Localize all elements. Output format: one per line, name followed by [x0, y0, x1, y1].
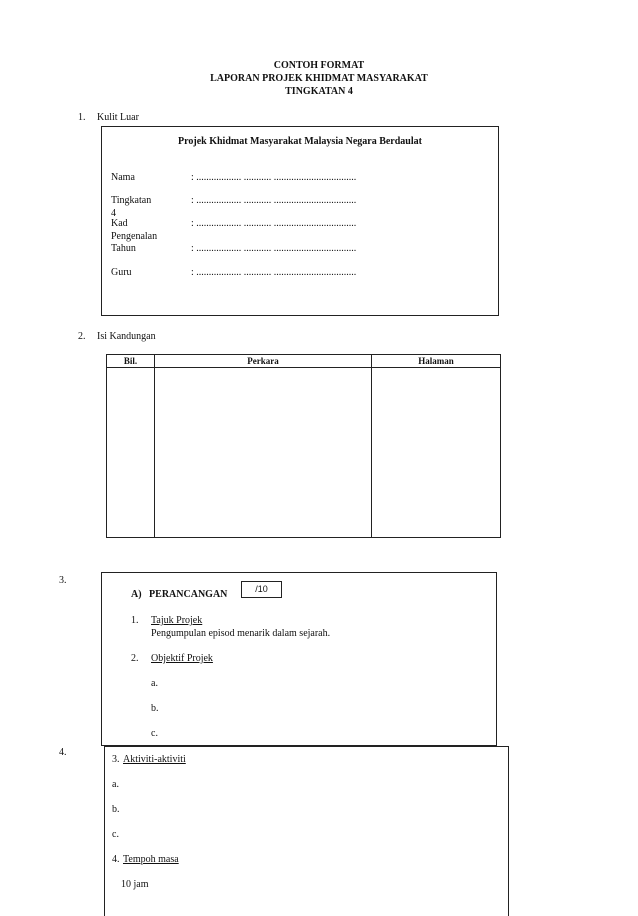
field-dots: : .................. ........... .................................	[191, 243, 357, 254]
col-header-bil: Bil.	[107, 355, 155, 368]
section-4-number: 4.	[59, 747, 67, 758]
item-1-text: Pengumpulan episod menarik dalam sejarah.	[151, 628, 331, 639]
document-header	[0, 59, 638, 98]
section-2-number: 2.	[78, 331, 86, 342]
item-1-number: 1.	[131, 615, 139, 626]
activity-bullet-a: a.	[112, 779, 119, 790]
duration-value: 10 jam	[121, 879, 149, 890]
item-4-title: Tempoh masa	[123, 854, 179, 865]
field-dots: : .................. ........... .................................	[191, 172, 357, 183]
header-line-2: LAPORAN PROJEK KHIDMAT MASYARAKAT	[210, 73, 428, 84]
objective-bullet-b: b.	[151, 703, 159, 714]
activity-bullet-c: c.	[112, 829, 119, 840]
header-line-1: CONTOH FORMAT	[273, 60, 365, 71]
toc-cell-bil	[107, 368, 155, 538]
header-line-3: TINGKATAN 4	[285, 86, 353, 97]
section-1-number: 1.	[78, 112, 86, 123]
toc-cell-perkara	[155, 368, 372, 538]
field-label: Tingkatan 4	[111, 195, 152, 219]
planning-box	[101, 572, 497, 746]
field-dots: : .................. ........... .................................	[191, 267, 357, 278]
field-dots: : .................. ........... .................................	[191, 195, 357, 206]
planning-heading: A) PERANCANGAN	[131, 589, 228, 600]
item-2-number: 2.	[131, 653, 139, 664]
cover-title: Projek Khidmat Masyarakat Malaysia Negara Berdaulat	[178, 136, 422, 147]
item-3-number: 3.	[112, 754, 120, 765]
item-2-title: Objektif Projek	[151, 653, 213, 664]
table-of-contents	[106, 354, 501, 538]
field-dots: : .................. ........... .................................	[191, 218, 357, 229]
objective-bullet-a: a.	[151, 678, 158, 689]
cover-page-box	[101, 126, 499, 316]
item-1-title: Tajuk Projek	[151, 615, 203, 626]
objective-bullet-c: c.	[151, 728, 158, 739]
section-3-number: 3.	[59, 575, 67, 586]
item-4-number: 4.	[112, 854, 120, 865]
section-1-title: Kulit Luar	[97, 112, 139, 123]
score-box: /10	[241, 581, 282, 598]
section-2-title: Isi Kandungan	[97, 331, 156, 342]
field-label: Tahun	[111, 243, 136, 254]
field-label: Kad Pengenalan	[111, 218, 158, 242]
toc-cell-halaman	[372, 368, 501, 538]
col-header-halaman: Halaman	[372, 355, 501, 368]
col-header-perkara: Perkara	[155, 355, 372, 368]
field-label: Nama	[111, 172, 135, 183]
item-3-title: Aktiviti-aktiviti	[123, 754, 186, 765]
field-label: Guru	[111, 267, 132, 278]
activities-box	[104, 746, 509, 916]
activity-bullet-b: b.	[112, 804, 120, 815]
